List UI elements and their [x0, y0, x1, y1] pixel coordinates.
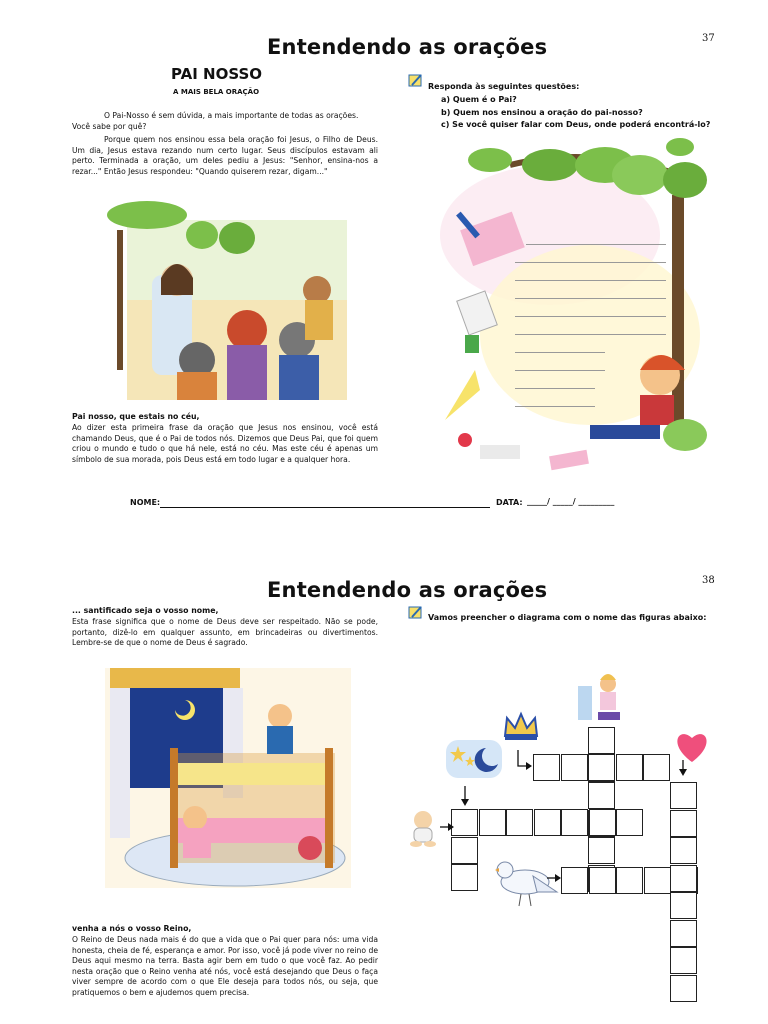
heart-icon	[673, 730, 711, 764]
answer-line[interactable]	[515, 316, 666, 317]
question-a: a) Quem é o Pai?	[441, 95, 517, 104]
crossword-cell[interactable]	[451, 837, 478, 864]
pencil-note-icon	[409, 73, 423, 87]
section-text: Esta frase significa que o nome de Deus deve ser respeitado. Não se pode, portanto, dizê-lo em qualquer assunto, em brincadeiras ou divertimentos. Lembre-se de que o nome de Deus é sagrado.	[72, 617, 378, 648]
answer-line[interactable]	[515, 406, 595, 407]
crossword-cell[interactable]	[588, 837, 615, 864]
section-text: Ao dizer esta primeira frase da oração que Jesus nos ensinou, você está chamando Deus, que é o Pai de todos nós. Dizemos que Deus Pai, que foi quem criou o mundo e tudo o que há nele, está no céu. Mas este céu é apenas um símbolo de sua morada, pois Deus está em todo lugar e a qualquer hora.	[72, 423, 378, 464]
arrow-icon	[678, 760, 688, 776]
page-number: 38	[702, 575, 715, 586]
crossword-cell[interactable]	[451, 864, 478, 891]
crossword-cell[interactable]	[616, 809, 643, 836]
answer-line[interactable]	[515, 262, 666, 263]
arrow-icon	[440, 822, 454, 832]
crossword-cell[interactable]	[561, 867, 588, 894]
question-c: c) Se você quiser falar com Deus, onde poderá encontrá-lo?	[441, 120, 711, 129]
section-text: O Reino de Deus nada mais é do que a vida que o Pai quer para nós: uma vida honesta, cheia de fé, esperança e amor. Por isso, você já pode viver no reino de Deus aqui mesmo na terra. Basta agir bem em tudo o que você faz. Ao pedir nesta oração que o Reino venha até nós, você está desejando que Deus o faça viver sempre de acordo com o que Ele deseja para todos nós, ou seja, que pratiquemos o bem e ajudemos quem precisa.	[72, 935, 378, 997]
section-heading: ... santificado seja o vosso nome,	[72, 606, 219, 615]
crossword-cell[interactable]	[616, 867, 643, 894]
section-heading: venha a nós o vosso Reino,	[72, 924, 192, 933]
crossword-cell[interactable]	[670, 810, 697, 837]
crossword-cell[interactable]	[670, 837, 697, 864]
crossword-cell[interactable]	[670, 865, 697, 892]
crossword-cell[interactable]	[644, 867, 671, 894]
answer-line[interactable]	[515, 334, 666, 335]
crossword-cell[interactable]	[643, 754, 670, 781]
crossword-cell[interactable]	[670, 782, 697, 809]
answer-line[interactable]	[515, 388, 595, 389]
baby-icon	[406, 808, 440, 848]
arrow-icon	[460, 786, 470, 806]
crossword-cell[interactable]	[670, 975, 697, 1002]
crossword-cell[interactable]	[451, 809, 478, 836]
crossword-cell[interactable]	[670, 892, 697, 919]
crossword-cell[interactable]	[534, 809, 561, 836]
crossword-cell[interactable]	[589, 867, 616, 894]
praying-child-icon	[578, 668, 624, 724]
crossword-cell[interactable]	[670, 920, 697, 947]
page-title: Entendendo as orações	[267, 35, 548, 59]
data-label: DATA:	[496, 498, 523, 507]
answer-line[interactable]	[526, 244, 666, 245]
tagline: A MAIS BELA ORAÇÃO	[173, 88, 260, 96]
nome-label: NOME:	[130, 498, 161, 507]
answer-line[interactable]	[515, 298, 666, 299]
intro-paragraph-1: O Pai-Nosso é sem dúvida, a mais importante de todas as orações. Você sabe por quê?	[72, 111, 359, 131]
crossword-cell[interactable]	[561, 754, 588, 781]
tree-reading-illustration	[440, 135, 715, 475]
crossword-cell[interactable]	[589, 809, 616, 836]
arrow-icon	[516, 750, 532, 772]
crown-icon	[503, 710, 539, 742]
crossword-cell[interactable]	[561, 809, 588, 836]
pencil-note-icon	[409, 605, 423, 619]
jesus-disciples-illustration	[107, 200, 357, 400]
answer-line[interactable]	[515, 352, 605, 353]
nome-field[interactable]	[160, 507, 490, 508]
moon-stars-icon	[446, 738, 502, 780]
intro-paragraph-2: Porque quem nos ensinou essa bela oração foi Jesus, o Filho de Deus. Um dia, Jesus estava rezando num certo lugar. Seus discípulos estavam ali perto. Terminada a oração, um deles pediu a Jesus: "Senhor, ensina-nos a rezar..." Então Jesus respondeu: "Quando quiserem rezar, digam..."	[72, 135, 378, 176]
section-heading: Pai nosso, que estais no céu,	[72, 412, 200, 421]
answer-line[interactable]	[515, 280, 666, 281]
crossword-cell[interactable]	[588, 727, 615, 754]
arrow-icon	[547, 873, 561, 883]
section-subtitle: PAI NOSSO	[171, 65, 263, 83]
data-field[interactable]: _____/ _____/ _________	[527, 497, 615, 506]
crossword-cell[interactable]	[479, 809, 506, 836]
crossword-cell[interactable]	[670, 947, 697, 974]
crossword-cell[interactable]	[533, 754, 560, 781]
child-praying-bedroom-illustration	[105, 668, 351, 888]
crossword-cell[interactable]	[616, 754, 643, 781]
crossword-cell[interactable]	[506, 809, 533, 836]
page-number: 37	[702, 33, 715, 44]
page-title: Entendendo as orações	[267, 578, 548, 602]
questions-intro: Responda às seguintes questões:	[428, 82, 580, 91]
crossword-cell[interactable]	[588, 782, 615, 809]
diagram-instruction: Vamos preencher o diagrama com o nome das figuras abaixo:	[428, 613, 707, 622]
question-b: b) Quem nos ensinou a oração do pai-nosso?	[441, 108, 643, 117]
crossword-cell[interactable]	[588, 754, 615, 781]
answer-line[interactable]	[515, 370, 605, 371]
